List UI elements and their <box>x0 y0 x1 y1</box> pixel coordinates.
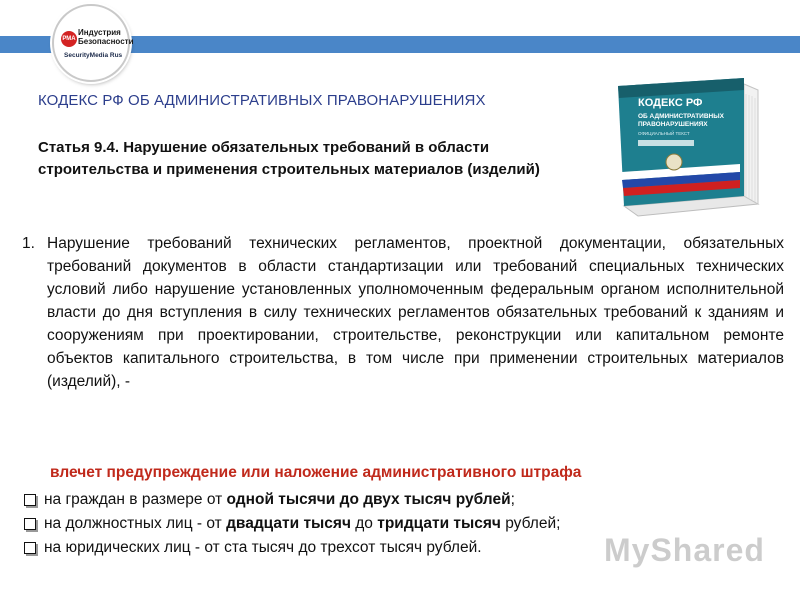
fine-citizens-amount: одной тысячи до двух тысяч рублей <box>226 491 511 508</box>
book-label-strip <box>638 140 694 146</box>
logo-line-1: Индустрия <box>78 28 121 37</box>
paragraph-text: Нарушение требований технических регламентов, проектной документации, обязательных требований документов в области стандартизации или требований специальных технических условий либо нарушение установленных уполномоченным федеральным органом исполнительной власти до дня вступления в силу технических регламентов обязательных требований к зданиям и сооружениям при проектировании, строительстве, реконструкции или капитальном ремонте объектов капитального строительства, в том числе при применении строительных материалов (изделий), - <box>47 235 784 390</box>
logo-line-3: SecurityMedia Rus <box>64 52 123 59</box>
book-subtitle: ОФИЦИАЛЬНЫЙ ТЕКСТ <box>638 131 690 136</box>
security-media-logo <box>52 4 134 82</box>
checkbox-bullet-icon <box>24 542 36 554</box>
book-title-1: КОДЕКС РФ <box>638 97 703 109</box>
fine-officials-text: на должностных лиц - от <box>44 515 227 532</box>
code-title: КОДЕКС РФ ОБ АДМИНИСТРАТИВНЫХ ПРАВОНАРУШЕНИЯХ <box>38 92 486 109</box>
watermark: MyShared <box>604 532 765 568</box>
logo-line-2: Безопасности <box>78 37 134 46</box>
checkbox-bullet-icon <box>24 518 36 530</box>
paragraph-number: 1. <box>22 235 35 252</box>
book-title-3: ПРАВОНАРУШЕНИЯХ <box>638 121 708 128</box>
fine-officials-mid: до <box>350 515 378 532</box>
penalty-heading: влечет предупреждение или наложение административного штрафа <box>50 464 582 481</box>
logo-badge: РМА <box>61 31 77 47</box>
checkbox-bullet-icon <box>24 494 36 506</box>
fine-legal-entities-text: на юридических лиц - от ста тысяч до трехсот тысяч рублей. <box>44 539 482 556</box>
article-paragraph-1 <box>22 232 784 393</box>
fine-officials-end: рублей; <box>500 515 561 532</box>
fine-officials-min: двадцати тысяч <box>226 515 351 532</box>
code-book-image <box>612 74 760 224</box>
article-title: Статья 9.4. Нарушение обязательных требований в области строительства и применения строительных материалов (изделий) <box>38 139 540 178</box>
fine-citizens <box>22 488 782 512</box>
book-title-2: ОБ АДМИНИСТРАТИВНЫХ <box>638 113 724 120</box>
fine-citizens-text: на граждан в размере от <box>44 491 227 508</box>
fine-citizens-end: ; <box>510 491 515 508</box>
fine-officials-max: тридцати тысяч <box>377 515 501 532</box>
